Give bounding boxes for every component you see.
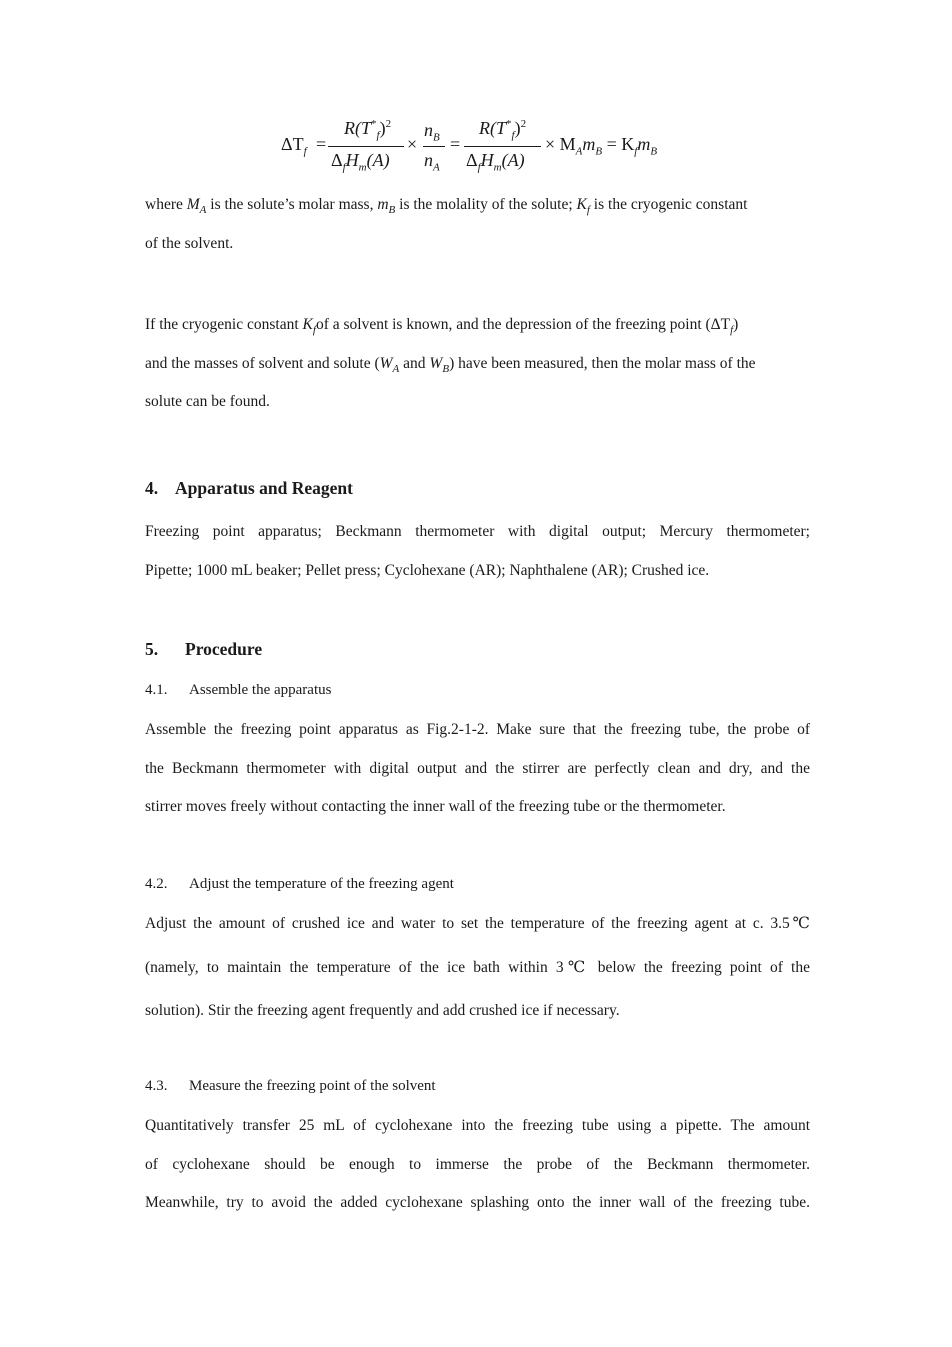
eq-frac1-numerator: $R(T^*_f)^2$	[344, 118, 392, 142]
subsection-4-3-line-1: Quantitatively transfer 25 mL of cyclohexane into the freezing tube using a pipette. The amount	[145, 1117, 810, 1134]
paragraph-where	[145, 186, 810, 263]
paragraph-where-line-1: where $M_A$ is the solute’s molar mass, $m_B$ is the molality of the solute; $K_f$ is the cryogenic constant	[145, 196, 748, 217]
subsection-4-2-heading: 4.2. Adjust the temperature of the freezing agent	[145, 876, 454, 892]
section-4-line-1: Freezing point apparatus; Beckmann thermometer with digital output; Mercury thermometer;	[145, 523, 810, 540]
section-4-line-2: Pipette; 1000 mL beaker; Pellet press; Cyclohexane (AR); Naphthalene (AR); Crushed ice.	[145, 561, 710, 579]
paragraph-where-line-2: of the solvent.	[145, 234, 234, 252]
eq-frac3-denominator: $\Delta_fH_m(A)$	[466, 150, 525, 174]
section-4-body	[145, 513, 810, 590]
paragraph-if-line-1: If the cryogenic constant $K_fof$ a solvent is known, and the depression of the freezing point $(\Delta T_f)$	[145, 316, 739, 337]
eq-frac2-numerator: $n_B$	[424, 120, 440, 144]
section-5-heading: 5. Procedure	[145, 639, 263, 659]
eq-lhs: $\Delta T_f$	[281, 134, 307, 158]
subsection-4-3-heading: 4.3. Measure the freezing point of the solvent	[145, 1078, 436, 1094]
subsection-4-2-line-2: (namely, to maintain the temperature of the ice bath within 3℃ below the freezing point of the	[145, 958, 810, 976]
subsection-4-3-body	[145, 1107, 810, 1223]
subsection-4-2-body	[145, 905, 810, 1030]
paragraph-if	[145, 306, 810, 422]
eq-frac1-bar	[328, 146, 404, 147]
subsection-4-3-line-3: Meanwhile, try to avoid the added cyclohexane splashing onto the inner wall of the freezing tube.	[145, 1194, 810, 1211]
eq-equals-1: =	[316, 134, 327, 154]
section-4-heading: 4. Apparatus and Reagent	[145, 478, 353, 498]
freezing-point-equation	[0, 112, 952, 182]
subsection-4-1-body	[145, 711, 810, 827]
eq-times-1: ×	[407, 134, 418, 154]
eq-frac3-numerator: $R(T^*_f)^2$	[479, 118, 527, 142]
eq-frac2-bar	[423, 146, 445, 147]
subsection-4-2-line-3: solution). Stir the freezing agent frequently and add crushed ice if necessary.	[145, 1001, 620, 1019]
eq-frac3-bar	[464, 146, 541, 147]
eq-frac2-denominator: $n_A$	[424, 150, 440, 174]
subsection-4-3-line-2: of cyclohexane should be enough to immerse the probe of the Beckmann thermometer.	[145, 1155, 810, 1173]
subsection-4-1-line-3: stirrer moves freely without contacting the inner wall of the freezing tube or the thermometer.	[145, 798, 726, 815]
eq-rhs: × $M_Am_B = K_fm_B$	[545, 134, 658, 158]
eq-frac1-denominator: $\Delta_fH_m(A)$	[331, 150, 390, 174]
paragraph-if-line-3: solute can be found.	[145, 393, 270, 410]
subsection-4-1-heading: 4.1. Assemble the apparatus	[145, 682, 332, 698]
subsection-4-1-line-1: Assemble the freezing point apparatus as Fig.2-1-2. Make sure that the freezing tube, the probe of	[145, 721, 810, 738]
eq-equals-2: =	[450, 134, 461, 154]
subsection-4-1-line-2: the Beckmann thermometer with digital output and the stirrer are perfectly clean and dry, and the	[145, 759, 810, 777]
subsection-4-2-line-1: Adjust the amount of crushed ice and water to set the temperature of the freezing agent at c. 3.5℃	[145, 915, 810, 932]
paragraph-if-line-2: and the masses of solvent and solute ($W_A$ and $W_B$) have been measured, then the molar mass of the	[145, 354, 756, 375]
